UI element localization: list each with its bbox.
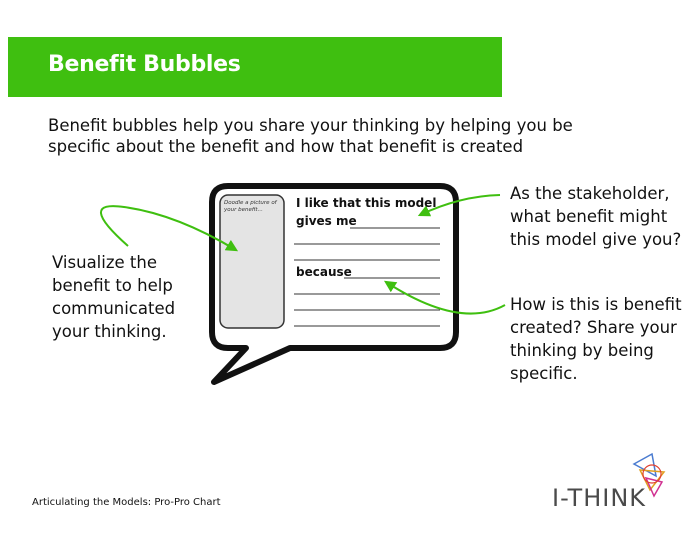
doodle-prompt: Doodle a picture of your benefit...	[224, 200, 277, 213]
callout-how-created: How is this is benefit created? Share your thinking by being specific.	[510, 295, 682, 383]
intro-text: Benefit bubbles help you share your thinking by helping you be specific about the benefit and how that benefit is created	[48, 116, 573, 156]
footer-caption: Articulating the Models: Pro-Pro Chart	[32, 497, 221, 508]
form-line-gives-me: gives me	[296, 214, 357, 228]
form-line-like: I like that this model	[296, 196, 437, 210]
callout-stakeholder: As the stakeholder, what benefit might this model give you?	[510, 184, 682, 249]
slide-title: Benefit Bubbles	[48, 52, 241, 77]
form-line-because: because	[296, 265, 352, 279]
callout-visualize: Visualize the benefit to help communicated your thinking.	[52, 253, 176, 341]
logo-wordmark: I-THINK	[552, 484, 647, 512]
doodle-box	[220, 195, 284, 328]
